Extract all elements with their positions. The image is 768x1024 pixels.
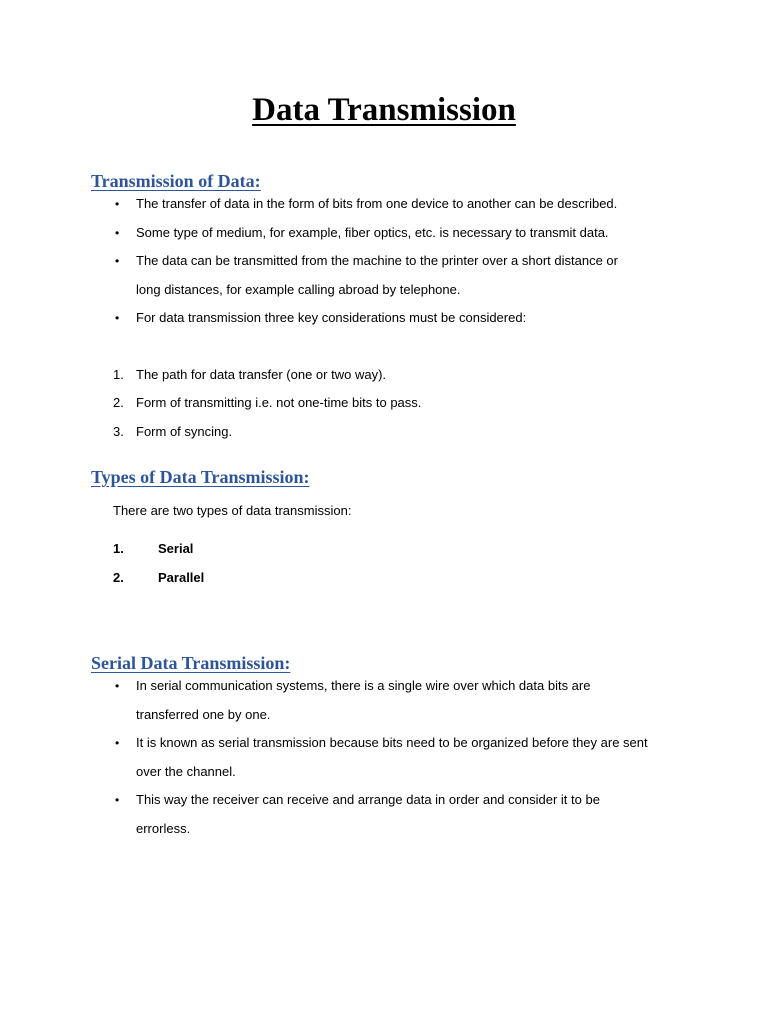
bullet-icon: • bbox=[115, 736, 120, 750]
list-item: The path for data transfer (one or two way). bbox=[136, 367, 387, 382]
list-item: Form of transmitting i.e. not one-time bits to pass. bbox=[136, 395, 422, 410]
list-number: 3. bbox=[113, 424, 124, 439]
bullet-icon: • bbox=[115, 197, 120, 211]
section-heading-types: Types of Data Transmission: bbox=[91, 467, 310, 487]
list-number: 1. bbox=[113, 367, 124, 382]
type-number: 1. bbox=[113, 541, 124, 556]
type-number: 2. bbox=[113, 570, 124, 585]
bullet-text: This way the receiver can receive and arrange data in order and consider it to be bbox=[136, 792, 600, 807]
bullet-icon: • bbox=[115, 226, 120, 240]
section-heading-transmission-of-data: Transmission of Data: bbox=[91, 171, 261, 191]
bullet-icon: • bbox=[115, 679, 120, 693]
bullet-text: For data transmission three key considerations must be considered: bbox=[136, 310, 527, 325]
types-intro-text: There are two types of data transmission: bbox=[113, 503, 352, 518]
bullet-text-continuation: long distances, for example calling abroad by telephone. bbox=[136, 282, 461, 297]
bullet-text-continuation: errorless. bbox=[136, 821, 191, 836]
bullet-text: In serial communication systems, there is a single wire over which data bits are bbox=[136, 678, 591, 693]
section-heading-serial: Serial Data Transmission: bbox=[91, 653, 291, 673]
type-label-serial: Serial bbox=[158, 541, 194, 556]
bullet-text: The transfer of data in the form of bits from one device to another can be described. bbox=[136, 196, 618, 211]
bullet-icon: • bbox=[115, 793, 120, 807]
bullet-text-continuation: transferred one by one. bbox=[136, 707, 271, 722]
bullet-text: The data can be transmitted from the machine to the printer over a short distance or bbox=[136, 253, 618, 268]
bullet-text-continuation: over the channel. bbox=[136, 764, 236, 779]
bullet-text: It is known as serial transmission because bits need to be organized before they are sent bbox=[136, 735, 648, 750]
list-number: 2. bbox=[113, 395, 124, 410]
type-label-parallel: Parallel bbox=[158, 570, 205, 585]
list-item: Form of syncing. bbox=[136, 424, 233, 439]
bullet-text: Some type of medium, for example, fiber optics, etc. is necessary to transmit data. bbox=[136, 225, 609, 240]
document-title: Data Transmission bbox=[252, 92, 516, 128]
bullet-icon: • bbox=[115, 311, 120, 325]
bullet-icon: • bbox=[115, 254, 120, 268]
